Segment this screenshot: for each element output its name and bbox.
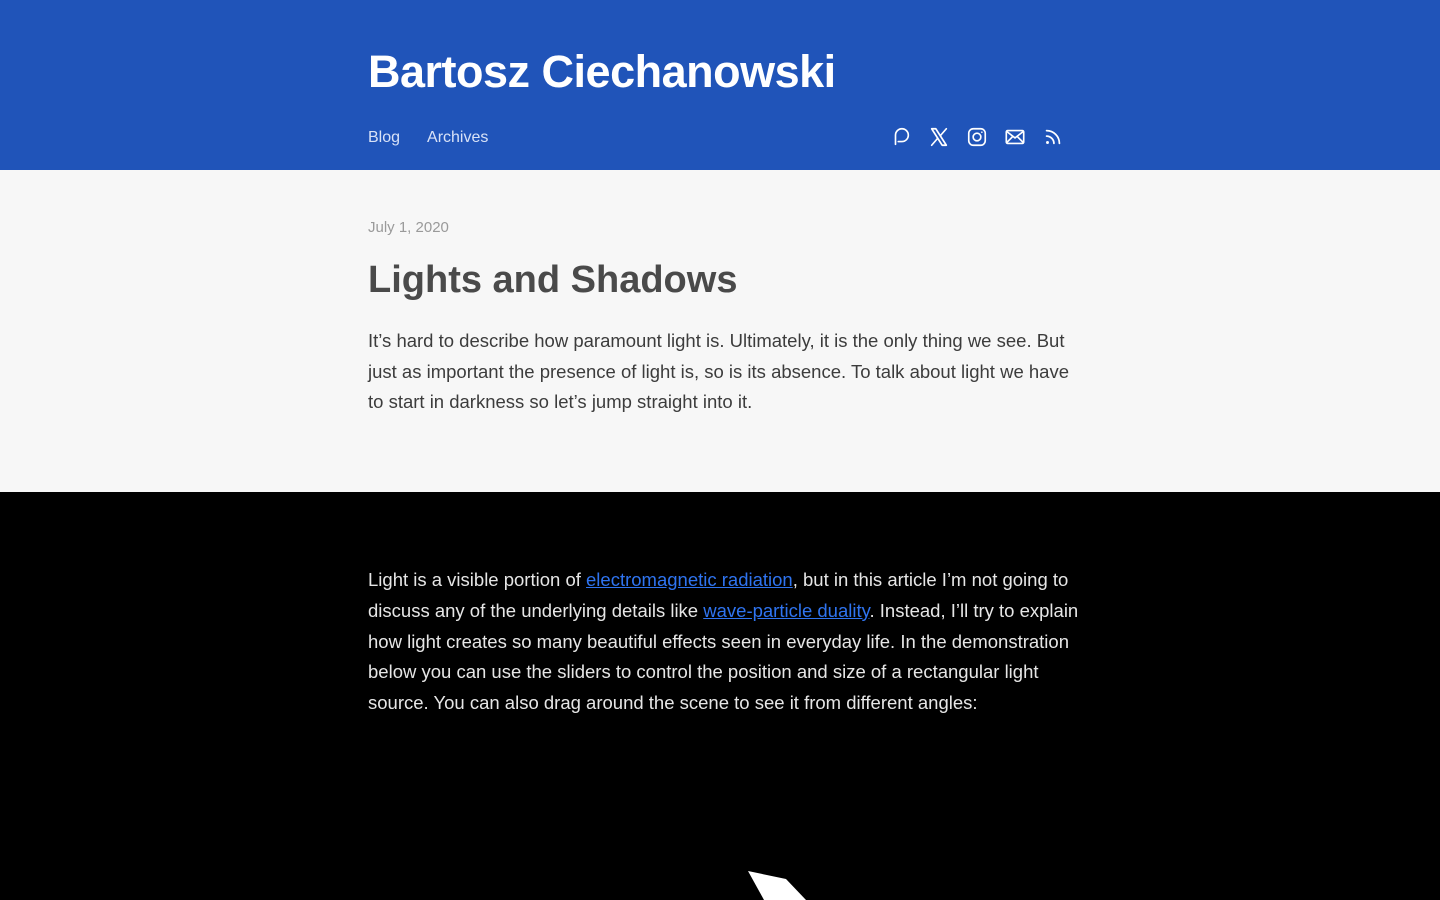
article-title: Lights and Shadows: [368, 259, 738, 301]
patreon-icon[interactable]: [890, 126, 912, 148]
light-demo-canvas[interactable]: [700, 860, 840, 900]
article-date: July 1, 2020: [368, 219, 449, 236]
instagram-icon[interactable]: [966, 126, 988, 148]
nav-blog-link[interactable]: Blog: [368, 129, 401, 146]
nav-archives-link[interactable]: Archives: [427, 129, 489, 146]
mail-icon[interactable]: [1004, 126, 1026, 148]
link-wave-particle-duality[interactable]: wave-particle duality: [703, 599, 870, 621]
site-title[interactable]: Bartosz Ciechanowski: [368, 46, 836, 97]
x-icon[interactable]: [928, 126, 950, 148]
body-text-end: . Instead, I’ll try to explain how light creates so many beautiful effects seen in everyday life. In the demonstration below you can use the sliders to control the position and size of a rectangular light source. You can also drag around the scene to see it from different angles:: [368, 599, 1079, 714]
light-source-shape: [700, 860, 840, 900]
social-links: [890, 126, 1064, 148]
article-lead: It’s hard to describe how paramount light is. Ultimately, it is the only thing we see. But just as important the presence of light is, so is its absence. To talk about light we have to start in darkness so let’s jump straight into it.: [368, 330, 1069, 413]
link-electromagnetic-radiation[interactable]: electromagnetic radiation: [586, 569, 793, 590]
main-nav: [368, 128, 488, 150]
body-text-start: Light is a visible portion of: [368, 569, 587, 590]
site-header: [0, 0, 1440, 170]
article-body-paragraph: [368, 565, 1080, 719]
body-text-middle: , but in this article I’m not going to discuss any of the underlying details like: [368, 569, 1069, 621]
rss-icon[interactable]: [1042, 126, 1064, 148]
